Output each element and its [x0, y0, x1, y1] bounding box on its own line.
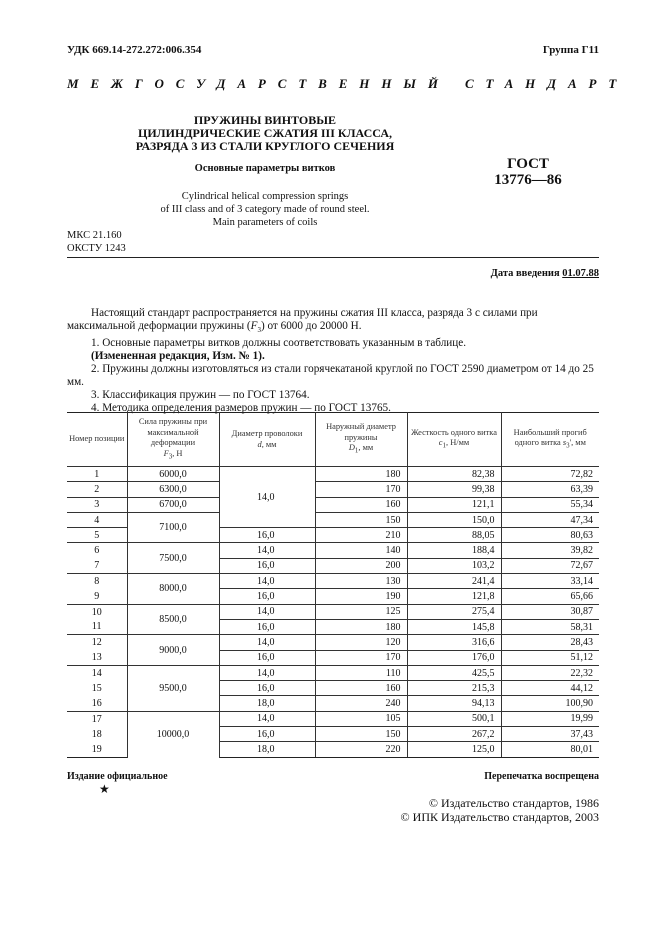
- cell-stiffness: 425,5: [407, 665, 501, 680]
- english-line-1: Cylindrical helical compression springs: [181, 191, 349, 202]
- cell-stiffness: 316,6: [407, 635, 501, 650]
- cell-force: 6300,0: [127, 482, 219, 497]
- cell-force: 7100,0: [127, 512, 219, 543]
- cell-position: 4: [67, 512, 127, 527]
- english-line-3: Main parameters of coils: [212, 217, 318, 228]
- cell-outer-diameter: 180: [315, 467, 407, 482]
- cell-position: 5: [67, 528, 127, 543]
- copyright-1986: © Издательство стандартов, 1986: [428, 796, 599, 810]
- cell-outer-diameter: 180: [315, 619, 407, 634]
- body-text: [67, 307, 599, 414]
- cell-stiffness: 267,2: [407, 727, 501, 742]
- document-title: [70, 114, 460, 153]
- cell-outer-diameter: 140: [315, 543, 407, 558]
- official-edition: Издание официальное: [67, 771, 168, 782]
- cell-stiffness: 176,0: [407, 650, 501, 665]
- cell-deflection: 19,99: [501, 711, 599, 726]
- table-row: [67, 512, 599, 527]
- table-row: [67, 635, 599, 650]
- cell-deflection: 47,34: [501, 512, 599, 527]
- cell-outer-diameter: 130: [315, 574, 407, 589]
- mks-code: МКС 21.160: [67, 230, 122, 241]
- header-deflection: Наибольший прогиб одного витка $s_3'$, мм: [501, 413, 599, 467]
- cell-wire-diameter: 16,0: [219, 650, 315, 665]
- cell-force: 8000,0: [127, 574, 219, 605]
- cell-stiffness: 188,4: [407, 543, 501, 558]
- cell-outer-diameter: 110: [315, 665, 407, 680]
- table-row: [67, 604, 599, 619]
- effective-date-value: 01.07.88: [562, 268, 599, 279]
- effective-date-label: Дата введения: [490, 268, 560, 279]
- effective-date: [491, 268, 599, 279]
- cell-outer-diameter: 160: [315, 497, 407, 512]
- cell-position: 14: [67, 665, 127, 680]
- gost-designation: [478, 156, 578, 188]
- cell-deflection: 37,43: [501, 727, 599, 742]
- cell-deflection: 55,34: [501, 497, 599, 512]
- cell-stiffness: 275,4: [407, 604, 501, 619]
- cell-position: 13: [67, 650, 127, 665]
- cell-stiffness: 500,1: [407, 711, 501, 726]
- cell-deflection: 22,32: [501, 665, 599, 680]
- cell-position: 17: [67, 711, 127, 726]
- classification-codes: [67, 229, 126, 255]
- cell-wire-diameter: 18,0: [219, 742, 315, 757]
- title-line-1: ПРУЖИНЫ ВИНТОВЫЕ: [193, 113, 337, 127]
- cell-stiffness: 99,38: [407, 482, 501, 497]
- cell-deflection: 30,87: [501, 604, 599, 619]
- cell-wire-diameter: 16,0: [219, 681, 315, 696]
- cell-force: 7500,0: [127, 543, 219, 574]
- reprint-prohibited: Перепечатка воспрещена: [484, 771, 599, 782]
- cell-outer-diameter: 105: [315, 711, 407, 726]
- cell-position: 11: [67, 619, 127, 634]
- cell-stiffness: 82,38: [407, 467, 501, 482]
- cell-deflection: 33,14: [501, 574, 599, 589]
- copyright-2003: © ИПК Издательство стандартов, 2003: [400, 810, 599, 824]
- table-row: [67, 497, 599, 512]
- table-row: [67, 574, 599, 589]
- table-row: [67, 665, 599, 680]
- english-title: [70, 190, 460, 229]
- cell-wire-diameter: 16,0: [219, 528, 315, 543]
- cell-deflection: 80,01: [501, 742, 599, 757]
- cell-outer-diameter: 240: [315, 696, 407, 711]
- cell-position: 19: [67, 742, 127, 757]
- table-row: [67, 543, 599, 558]
- cell-wire-diameter: 16,0: [219, 727, 315, 742]
- cell-outer-diameter: 170: [315, 650, 407, 665]
- english-line-2: of III class and of 3 category made of round steel.: [160, 204, 370, 215]
- cell-stiffness: 215,3: [407, 681, 501, 696]
- cell-deflection: 58,31: [501, 619, 599, 634]
- amendment-note: (Измененная редакция, Изм. № 1).: [91, 349, 265, 362]
- cell-force: 10000,0: [127, 711, 219, 757]
- cell-force: 9000,0: [127, 635, 219, 666]
- cell-position: 10: [67, 604, 127, 619]
- table-row: [67, 467, 599, 482]
- interstate-standard-heading: МЕЖГОСУДАРСТВЕННЫЙ СТАНДАРТ: [67, 76, 629, 91]
- clause-3: 3. Классификация пружин — по ГОСТ 13764.: [91, 388, 310, 401]
- cell-outer-diameter: 210: [315, 528, 407, 543]
- cell-outer-diameter: 125: [315, 604, 407, 619]
- cell-outer-diameter: 120: [315, 635, 407, 650]
- cell-outer-diameter: 190: [315, 589, 407, 604]
- table-row: [67, 482, 599, 497]
- clause-2: 2. Пружины должны изготовляться из стали горячекатаной круглой по ГОСТ 2590 диаметром от 14 до 25 мм.: [67, 362, 594, 388]
- title-line-2: ЦИЛИНДРИЧЕСКИЕ СЖАТИЯ III КЛАССА,: [138, 126, 392, 140]
- cell-wire-diameter: 16,0: [219, 619, 315, 634]
- cell-outer-diameter: 220: [315, 742, 407, 757]
- header-force: Сила пружины при максимальной деформации $F_3$, Н: [127, 413, 219, 467]
- header-stiffness: Жесткость одного витка $c_1$, Н/мм: [407, 413, 501, 467]
- cell-stiffness: 241,4: [407, 574, 501, 589]
- cell-stiffness: 150,0: [407, 512, 501, 527]
- okstu-code: ОКСТУ 1243: [67, 243, 126, 254]
- cell-wire-diameter: 14,0: [219, 574, 315, 589]
- cell-deflection: 100,90: [501, 696, 599, 711]
- cell-wire-diameter: 18,0: [219, 696, 315, 711]
- cell-position: 9: [67, 589, 127, 604]
- cell-deflection: 39,82: [501, 543, 599, 558]
- cell-stiffness: 103,2: [407, 558, 501, 573]
- cell-stiffness: 121,8: [407, 589, 501, 604]
- cell-stiffness: 88,05: [407, 528, 501, 543]
- table-header-row: [67, 413, 599, 467]
- cell-force: 6700,0: [127, 497, 219, 512]
- cell-deflection: 44,12: [501, 681, 599, 696]
- cell-wire-diameter: 14,0: [219, 467, 315, 528]
- cell-position: 2: [67, 482, 127, 497]
- cell-position: 3: [67, 497, 127, 512]
- cell-stiffness: 125,0: [407, 742, 501, 757]
- cell-position: 16: [67, 696, 127, 711]
- cell-deflection: 80,63: [501, 528, 599, 543]
- cell-deflection: 63,39: [501, 482, 599, 497]
- cell-wire-diameter: 14,0: [219, 635, 315, 650]
- cell-wire-diameter: 14,0: [219, 604, 315, 619]
- cell-outer-diameter: 150: [315, 512, 407, 527]
- cell-stiffness: 94,13: [407, 696, 501, 711]
- cell-position: 12: [67, 635, 127, 650]
- header-divider: [67, 257, 599, 258]
- cell-deflection: 28,43: [501, 635, 599, 650]
- cell-position: 8: [67, 574, 127, 589]
- cell-wire-diameter: 14,0: [219, 711, 315, 726]
- cell-force: 8500,0: [127, 604, 219, 635]
- cell-outer-diameter: 150: [315, 727, 407, 742]
- parameters-table: [67, 412, 599, 758]
- cell-position: 18: [67, 727, 127, 742]
- intro-paragraph: Настоящий стандарт распространяется на пружины сжатия III класса, разряда 3 с силами при максимальной деформации пружины $(F_3)$ от 6000 до 20000 Н.: [67, 307, 538, 335]
- cell-stiffness: 145,8: [407, 619, 501, 634]
- cell-wire-diameter: 14,0: [219, 665, 315, 680]
- cell-force: 6000,0: [127, 467, 219, 482]
- title-line-3: РАЗРЯДА 3 ИЗ СТАЛИ КРУГЛОГО СЕЧЕНИЯ: [135, 139, 395, 153]
- gost-number: 13776—86: [494, 172, 562, 188]
- cell-outer-diameter: 200: [315, 558, 407, 573]
- cell-deflection: 65,66: [501, 589, 599, 604]
- star-icon: ★: [99, 782, 110, 796]
- cell-position: 15: [67, 681, 127, 696]
- cell-stiffness: 121,1: [407, 497, 501, 512]
- cell-outer-diameter: 170: [315, 482, 407, 497]
- cell-wire-diameter: 14,0: [219, 543, 315, 558]
- clause-1: 1. Основные параметры витков должны соответствовать указанным в таблице.: [91, 337, 467, 350]
- cell-force: 9500,0: [127, 665, 219, 711]
- cell-wire-diameter: 16,0: [219, 558, 315, 573]
- cell-deflection: 72,67: [501, 558, 599, 573]
- udk-code: УДК 669.14-272.272:006.354: [67, 44, 202, 56]
- table-row: [67, 711, 599, 726]
- cell-deflection: 72,82: [501, 467, 599, 482]
- header-position: Номер позиции: [67, 413, 127, 467]
- document-subtitle: Основные параметры витков: [194, 163, 336, 174]
- header-wire-diameter: Диаметр проволоки d, мм: [219, 413, 315, 467]
- gost-label: ГОСТ: [507, 156, 549, 172]
- clause-4: 4. Методика определения размеров пружин — по ГОСТ 13765.: [91, 401, 391, 414]
- cell-wire-diameter: 16,0: [219, 589, 315, 604]
- cell-deflection: 51,12: [501, 650, 599, 665]
- cell-position: 6: [67, 543, 127, 558]
- group-code: Группа Г11: [542, 44, 599, 56]
- header-outer-diameter: Наружный диаметр пружины $D_1$, мм: [315, 413, 407, 467]
- cell-outer-diameter: 160: [315, 681, 407, 696]
- cell-position: 1: [67, 467, 127, 482]
- cell-position: 7: [67, 558, 127, 573]
